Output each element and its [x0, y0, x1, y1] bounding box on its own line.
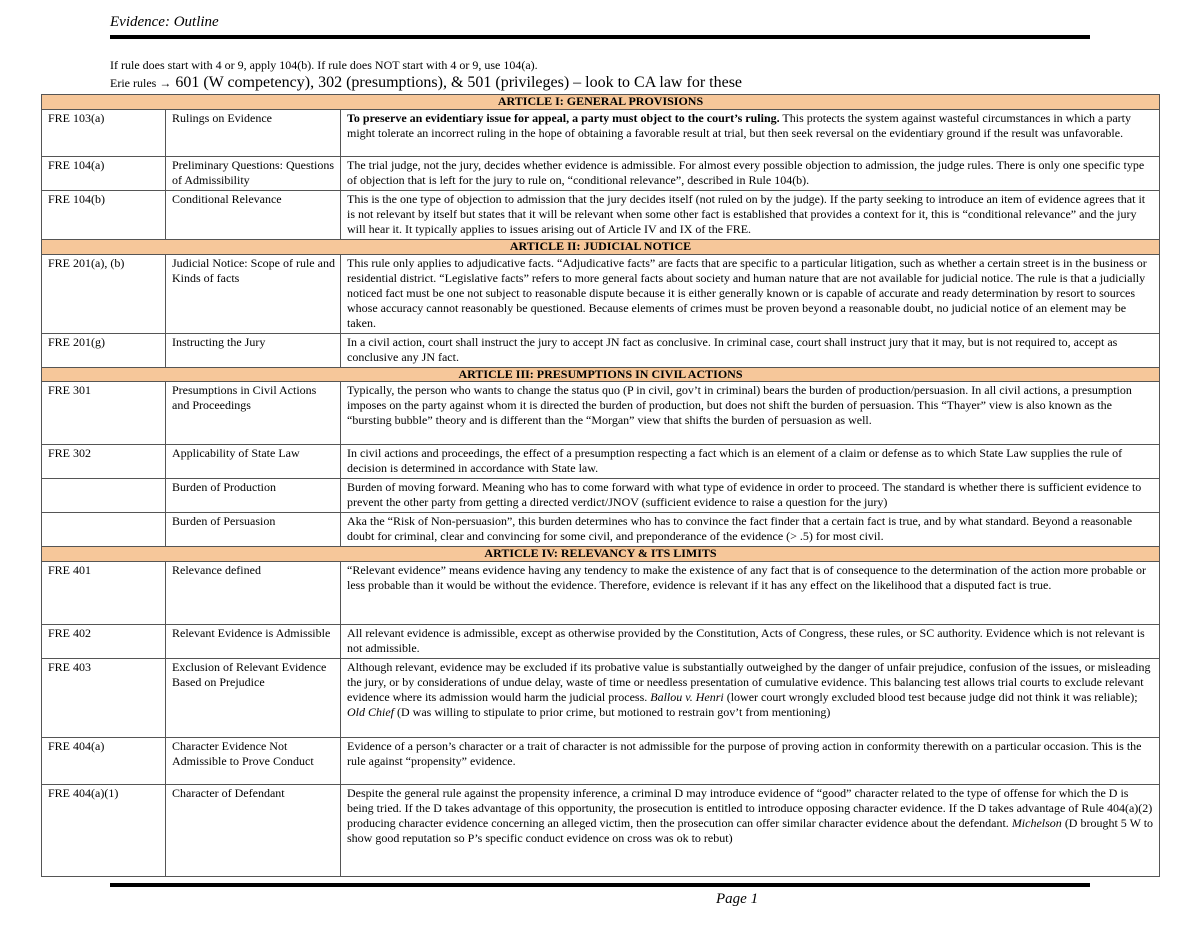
table-row	[42, 190, 1160, 239]
rule-name: Presumptions in Civil Actions and Proceedings	[166, 382, 341, 445]
rule-name: Burden of Production	[166, 479, 341, 513]
case-name: Michelson	[1011, 816, 1062, 831]
rules-outline-table	[41, 94, 1160, 877]
header-divider	[110, 35, 1090, 39]
rule-number: FRE 104(b)	[42, 190, 166, 239]
rule-description: Burden of moving forward. Meaning who has to come forward with what type of evidence in order to proceed. The standard is whether there is sufficient evidence to prevent the other party from getting a directed verdict/JNOV (sufficient evidence to raise a question for the jury)	[341, 479, 1160, 513]
rule-text: (D brought 5 W to show good reputation so P’s specific conduct evidence on cross was ok to rebut)	[347, 816, 1154, 846]
rule-name: Burden of Persuasion	[166, 513, 341, 547]
rule-description: All relevant evidence is admissible, except as otherwise provided by the Constitution, Acts of Congress, these rules, or SC authority. Evidence which is not relevant is not admissible.	[341, 625, 1160, 659]
rule-number: FRE 403	[42, 659, 166, 738]
rule-number	[42, 513, 166, 547]
rule-description: In civil actions and proceedings, the effect of a presumption respecting a fact which is an element of a claim or defense as to which State Law supplies the rule of decision is determined in accordance with State law.	[341, 445, 1160, 479]
rule-number: FRE 404(a)(1)	[42, 785, 166, 877]
erie-rules-text: 601 (W competency), 302 (presumptions), & 501 (privileges) – look to CA law for these	[171, 74, 743, 91]
page-header-title: Evidence: Outline	[110, 14, 219, 30]
rule-number: FRE 201(g)	[42, 333, 166, 367]
article-header-row	[42, 95, 1160, 110]
rule-description: Aka the “Risk of Non-persuasion”, this burden determines who has to convince the fact finder that a certain fact is true, and by what standard. Beyond a reasonable doubt for criminal, clear and convincing for some civil, and preponderance of the evidence (> .5) for most civil.	[341, 513, 1160, 547]
rule-description	[341, 659, 1160, 738]
rule-number: FRE 404(a)	[42, 738, 166, 785]
rule-emphasis: To preserve an evidentiary issue for appeal, a party must object to the court’s ruling.	[347, 110, 780, 125]
rule-name: Preliminary Questions: Questions of Admissibility	[166, 156, 341, 190]
table-row	[42, 156, 1160, 190]
footer-divider	[110, 883, 1090, 887]
page-number: Page 1	[716, 891, 759, 907]
rule-description	[341, 109, 1160, 156]
table-row	[42, 382, 1160, 445]
table-row	[42, 738, 1160, 785]
case-name: Ballou v. Henri	[650, 690, 724, 705]
rule-description: This rule only applies to adjudicative facts. “Adjudicative facts” are facts that are specific to a particular litigation, such as whether a certain street is in the business or residential district. “Legislative facts” refers to more general facts about society and human nature that are not available for judicial notice. The rule is that a judicially noticed fact must be one not subject to reasonable dispute because it is either generally known or is capable of accurate and ready determination by resort to sources whose accuracy cannot reasonably be questioned. Because elements of crimes must be proven beyond a reasonable doubt, no judicial notice of an element may be taken.	[341, 254, 1160, 333]
rule-number: FRE 201(a), (b)	[42, 254, 166, 333]
rule-description	[341, 785, 1160, 877]
rule-description: In a civil action, court shall instruct the jury to accept JN fact as conclusive. In criminal case, court shall instruct jury that it may, but is not required to, accept as conclusive any JN fact.	[341, 333, 1160, 367]
rule-number: FRE 302	[42, 445, 166, 479]
rule-name: Conditional Relevance	[166, 190, 341, 239]
rule-text: This protects the system against wasteful circumstances in which a party might tolerate an incorrect ruling in the hope of obtaining a favorable result at trial, but then seek reversal on the evidentiary ground if the result was unfavorable.	[347, 110, 1131, 140]
article-header-row	[42, 547, 1160, 562]
table-row	[42, 445, 1160, 479]
rule-name: Rulings on Evidence	[166, 109, 341, 156]
rule-number: FRE 103(a)	[42, 109, 166, 156]
article-header-row	[42, 239, 1160, 254]
rule-name: Relevant Evidence is Admissible	[166, 625, 341, 659]
rule-name: Exclusion of Relevant Evidence Based on Prejudice	[166, 659, 341, 738]
rule-number: FRE 401	[42, 562, 166, 625]
rule-name: Character of Defendant	[166, 785, 341, 877]
table-row	[42, 479, 1160, 513]
table-row	[42, 785, 1160, 877]
rule-text: Despite the general rule against the propensity inference, a criminal D may introduce evidence of “good” character related to the type of offense for which the D is being tried. If the D takes advantage of this opportunity, the prosecution is entitled to introduce opposing character evidence. If the D takes advantage of Rule 404(a)(2) producing character evidence concerning an alleged victim, then the prosecution can offer similar character evidence about the defendant.	[347, 786, 1153, 831]
article-header-row	[42, 367, 1160, 382]
rule-description: Evidence of a person’s character or a trait of character is not admissible for the purpose of proving action in conformity therewith on a particular occasion. This is the rule against “propensity” evidence.	[341, 738, 1160, 785]
article-heading: ARTICLE III: PRESUMPTIONS IN CIVIL ACTIONS	[42, 367, 1160, 382]
rule-name: Applicability of State Law	[166, 445, 341, 479]
rule-description: Typically, the person who wants to change the status quo (P in civil, gov’t in criminal) bears the burden of production/persuasion. In all civil actions, a presumption imposes on the party against whom it is directed the burden of production, but does not shift the burden of persuasion. This “Thayer” view is also known as the “bursting bubble” theory and is different than the “Morgan” view that shifts the burden of persuasion as well.	[341, 382, 1160, 445]
rule-description: The trial judge, not the jury, decides whether evidence is admissible. For almost every possible objection to admission, the judge rules. There is only one specific type of objection that is left for the jury to rule on, “conditional relevance”, described in Rule 104(b).	[341, 156, 1160, 190]
table-row	[42, 109, 1160, 156]
case-name: Old Chief	[347, 705, 394, 720]
rule-name: Relevance defined	[166, 562, 341, 625]
rule-description: This is the one type of objection to admission that the jury decides itself (not ruled on by the judge). If the party seeking to introduce an item of evidence agrees that it is not relevant by itself but states that it will be relevant when some other fact is established that provides a context for it, this is “conditional relevance” and the jury will hear it. It typically applies to issues arising out of Article IV and IX of the FRE.	[341, 190, 1160, 239]
article-heading: ARTICLE I: GENERAL PROVISIONS	[42, 95, 1160, 110]
intro-line-erie	[110, 74, 742, 92]
table-row	[42, 659, 1160, 738]
rule-text: Although relevant, evidence may be excluded if its probative value is substantially outweighed by the danger of unfair prejudice, confusion of the issues, or misleading the jury, or by considerations of undue delay, waste of time or needless presentation of cumulative evidence. This balancing test allows trial courts to exclude relevant evidence where its admission would harm the judicial process.	[347, 660, 1151, 705]
erie-label: Erie rules	[110, 76, 160, 90]
table-row	[42, 625, 1160, 659]
article-heading: ARTICLE II: JUDICIAL NOTICE	[42, 239, 1160, 254]
table-row	[42, 562, 1160, 625]
rule-text: (D was willing to stipulate to prior crime, but motioned to restrain gov’t from mentioning)	[394, 705, 831, 720]
table-row	[42, 254, 1160, 333]
rule-number	[42, 479, 166, 513]
rule-number: FRE 301	[42, 382, 166, 445]
rule-number: FRE 402	[42, 625, 166, 659]
arrow-icon: →	[159, 76, 172, 90]
rule-description: “Relevant evidence” means evidence having any tendency to make the existence of any fact that is of consequence to the determination of the action more probable or less probable than it would be without the evidence. Therefore, evidence is relevant if it has any effect on the likelihood that a disputed fact is true.	[341, 562, 1160, 625]
article-heading: ARTICLE IV: RELEVANCY & ITS LIMITS	[42, 547, 1160, 562]
rule-number: FRE 104(a)	[42, 156, 166, 190]
rule-name: Judicial Notice: Scope of rule and Kinds of facts	[166, 254, 341, 333]
table-row	[42, 513, 1160, 547]
rule-name: Character Evidence Not Admissible to Prove Conduct	[166, 738, 341, 785]
intro-line-104: If rule does start with 4 or 9, apply 104(b). If rule does NOT start with 4 or 9, use 104(a).	[110, 58, 538, 72]
rule-name: Instructing the Jury	[166, 333, 341, 367]
rule-text: (lower court wrongly excluded blood test because judge did not think it was reliable);	[723, 690, 1138, 705]
table-row	[42, 333, 1160, 367]
